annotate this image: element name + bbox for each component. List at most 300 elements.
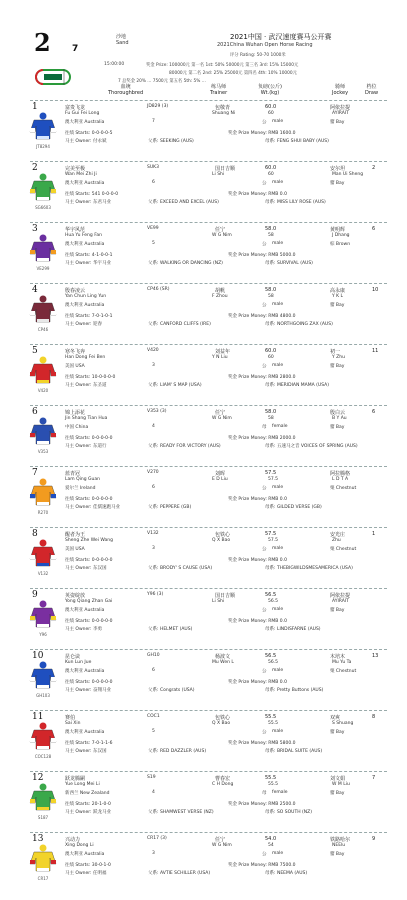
jockey-en: AYIRAIT [332, 111, 349, 116]
silk-sleeve-right [51, 860, 56, 864]
horse-id: GH10 [147, 653, 160, 658]
horse-record: 往绩 Starts: 0-0-0-0-0 [65, 558, 113, 563]
prize-money: 奖金 Prize Money: RMB 4800.0 [228, 314, 296, 319]
silk-cap [40, 662, 47, 669]
horse-country: 澳大利亚 Australia [65, 608, 105, 613]
horse-age: 3 [152, 851, 155, 856]
horse-id: V270 [147, 470, 159, 475]
horse-country: 美国 USA [65, 547, 85, 552]
sire: 父系: RED DAZZLER (AUS) [148, 749, 207, 754]
horse-name-cn[interactable]: 殷春凌云 [65, 288, 86, 294]
horse-age: 6 [152, 485, 155, 490]
horse-name-cn[interactable]: 寒冬飞奔 [65, 349, 86, 355]
silk-pants [37, 441, 49, 444]
horse-country: 澳大利亚 Australia [65, 303, 105, 308]
horse-owner: 马主 Owner: 付永斌 [65, 139, 107, 144]
col-weight-en: Wt.(kg) [260, 90, 280, 96]
silk-pants [37, 502, 49, 505]
draw-number: 11 [372, 348, 379, 354]
horse-id: V420 [147, 348, 159, 353]
jockey-silks-icon [28, 844, 58, 874]
horse-record: 往绩 Starts: 0-0-0-0-0 [65, 680, 113, 685]
sex-cn: 公 [262, 547, 267, 552]
surface-en: Sand [116, 40, 129, 46]
weight-en: 56.5 [268, 660, 279, 665]
race-title: 2021中国 · 武汉速度赛马公开赛 [230, 33, 332, 41]
silk-cap [40, 174, 47, 181]
sex-en: male [272, 241, 284, 246]
silk-cap [40, 540, 47, 547]
col-horse [108, 84, 143, 96]
horse-record: 往绩 Starts: 7-0-1-0-1 [65, 314, 113, 319]
saddle-number: 10 [32, 651, 44, 661]
silk-cap [40, 845, 47, 852]
jockey-en: Mu Yu Ta [332, 660, 352, 665]
saddle-number: 7 [32, 468, 38, 478]
horse-record: 往绩 Starts: 10-0-0-0-0 [65, 375, 116, 380]
sex-en: male [272, 546, 284, 551]
trainer-en: Mu Wen L [212, 660, 234, 665]
silk-pants [37, 319, 49, 322]
prize-money: 奖金 Prize Money: RMB 2000.0 [228, 436, 296, 441]
silk-sleeve-right [51, 494, 56, 498]
draw-number: 6 [372, 226, 376, 232]
horse-record: 往绩 Starts: 0-0-0-0-0 [65, 436, 113, 441]
draw-number: 1 [372, 531, 376, 537]
dam: 母系: 五速马之音 VOICES OF SPRING (AUS) [265, 444, 358, 449]
weight-en: 60 [268, 111, 274, 116]
entry-divider [30, 832, 387, 833]
silk-cap [40, 601, 47, 608]
horse-age: 3 [152, 363, 155, 368]
jockey-silks-icon [28, 112, 58, 142]
jockey-silks-icon [28, 417, 58, 447]
horse-name-en: Yue Long Mei Li [65, 782, 100, 787]
horse-name-en: Sai Xin [65, 721, 81, 726]
weight: 54.0 [265, 836, 277, 842]
jockey-en: AYIRAIT [332, 599, 349, 604]
dam: 母系: NORTHGOING ZAX (AUS) [265, 322, 333, 327]
trainer-en: Q X Bao [212, 721, 231, 726]
col-weight-cn: 负磅(公斤) [258, 84, 282, 90]
col-jockey [332, 84, 348, 96]
weight-en: 60 [268, 172, 274, 177]
sex-cn: 母 [262, 791, 267, 796]
saddle-number: 6 [32, 407, 38, 417]
horse-id: SUK3 [147, 165, 159, 170]
horse-owner: 马主 Owner: 佳儒速跑马业 [65, 505, 120, 510]
col-origin-cn: 血统 [120, 84, 131, 90]
runner-entry[interactable] [0, 100, 407, 165]
horse-record: 往绩 Starts: 541 0-0-0-0 [65, 192, 119, 197]
silk-code: R270 [37, 510, 49, 515]
horse-id: VE99 [147, 226, 159, 231]
horse-color: 骝 Bay [330, 608, 345, 613]
sex-en: male [272, 119, 284, 124]
entry-divider [30, 100, 387, 101]
horse-country: 澳大利亚 Australia [65, 730, 105, 735]
weight-en: 58 [268, 294, 274, 299]
silk-sleeve-left [30, 494, 35, 498]
horse-owner: 马主 Owner: 东汉国 [65, 749, 107, 754]
jockey-en: Zhu [332, 538, 341, 543]
horse-record: 往绩 Starts: 0-0-0-0-0 [65, 497, 113, 502]
silk-sleeve-left [30, 616, 35, 620]
silk-code: SG6603 [35, 205, 51, 210]
silk-code: V420 [37, 388, 49, 393]
horse-owner: 马主 Owner: 东君马业 [65, 200, 111, 205]
sire: 父系: PEPPERE (GB) [148, 505, 192, 510]
sex-cn: 公 [262, 364, 267, 369]
silk-cap [40, 723, 47, 730]
sex-cn: 公 [262, 486, 267, 491]
sex-cn: 公 [262, 120, 267, 125]
silk-code: V132 [37, 571, 49, 576]
silk-sleeve-right [51, 372, 56, 376]
race-time: 15:00:00 [104, 62, 125, 67]
horse-country: 澳大利亚 Australia [65, 120, 105, 125]
silk-cap [40, 296, 47, 303]
saddle-number: 13 [32, 834, 44, 844]
horse-color: 骝 Bay [330, 425, 345, 430]
sex-en: female [272, 424, 288, 429]
horse-color: 栗 Chestnut [330, 486, 357, 491]
silk-code: CP46 [37, 327, 49, 332]
saddle-number: 8 [32, 529, 38, 539]
horse-owner: 马主 Owner: 李勇 [65, 627, 102, 632]
silk-sleeve-left [30, 555, 35, 559]
trainer-cn: 包铁心 [215, 715, 231, 721]
horse-name-en: Yan Chun Ling Yun [65, 294, 107, 299]
horse-age: 6 [152, 180, 155, 185]
sire: 父系: AVTIE SCHILLER (USA) [148, 871, 211, 876]
saddle-number: 4 [32, 285, 38, 295]
jockey-cn: 阿依拉提 [330, 593, 351, 599]
sex-cn: 公 [262, 669, 267, 674]
horse-name-en: Wan Mei Zhi Ji [65, 172, 97, 177]
horse-name-cn[interactable]: 英姿绽放 [65, 593, 86, 599]
runner-entry[interactable] [0, 649, 407, 714]
entry-divider [30, 405, 387, 406]
saddle-number: 12 [32, 773, 44, 783]
horse-name-en: Lam Qing Guan [65, 477, 100, 482]
prize-row-3: 7 总奖金 20% ... 7500元 第五名 5th: 5% ... [118, 79, 206, 84]
entry-divider [30, 527, 387, 528]
horse-id: V353 (3) [147, 409, 167, 414]
horse-name-cn[interactable]: 兴动力 [65, 837, 81, 843]
horse-name-cn[interactable]: 锦上添花 [65, 410, 86, 416]
prize-money: 奖金 Prize Money: RMB 2500.0 [228, 802, 296, 807]
silk-code: Y96 [39, 632, 47, 637]
jockey-en: W M Liu [332, 782, 350, 787]
sex-en: male [272, 668, 284, 673]
horse-name-cn[interactable]: 昆仑诀 [65, 654, 81, 660]
runner-entry[interactable] [0, 771, 407, 836]
horse-country: 美国 USA [65, 364, 85, 369]
runner-count: 7 [72, 44, 79, 54]
weight-en: 56.5 [268, 599, 279, 604]
prize-money: 奖金 Prize Money: RMB 7500.0 [228, 863, 296, 868]
jockey-silks-icon [28, 600, 58, 630]
silk-sleeve-right [51, 738, 56, 742]
jockey-cn: 铁路哈尔 [330, 837, 351, 843]
saddle-number: 9 [32, 590, 38, 600]
prize-money: 奖金 Prize Money: RMB 0.0 [228, 497, 287, 502]
entry-divider [30, 222, 387, 223]
silk-code: VE299 [36, 266, 50, 271]
jockey-en: L D T A [332, 477, 349, 482]
weight-en: 54 [268, 843, 274, 848]
silk-sleeve-right [51, 189, 56, 193]
weight: 60.0 [265, 104, 277, 110]
horse-age: 4 [152, 790, 155, 795]
sire: 父系: BRODY' S CAUSE (USA) [148, 566, 213, 571]
horse-country: 中国 China [65, 425, 89, 430]
sex-cn: 母 [262, 425, 267, 430]
horse-name-en: Fu Gui Fei Long [65, 111, 100, 116]
horse-record: 往绩 Starts: 4-1-0-0-1 [65, 253, 113, 258]
track-map-icon [34, 67, 74, 87]
silk-sleeve-right [51, 677, 56, 681]
silk-sleeve-right [51, 555, 56, 559]
horse-name-cn[interactable]: 蓝青冠 [65, 471, 81, 477]
silk-sleeve-left [30, 311, 35, 315]
silk-cap [40, 357, 47, 364]
saddle-number: 11 [32, 712, 44, 722]
weight-en: 60 [268, 355, 274, 360]
silk-sleeve-right [51, 311, 56, 315]
trainer-en: Shuang Ni [212, 111, 236, 116]
jockey-cn: 安光庄 [330, 532, 346, 538]
silk-cap [40, 479, 47, 486]
entry-divider [30, 588, 387, 589]
sex-cn: 公 [262, 852, 267, 857]
jockey-silks-icon [28, 539, 58, 569]
silk-sleeve-left [30, 799, 35, 803]
horse-name-cn[interactable]: 赛伯 [65, 715, 76, 721]
horse-country: 澳大利亚 Australia [65, 852, 105, 857]
runner-entry[interactable] [0, 161, 407, 226]
col-weight [258, 84, 282, 96]
col-draw-cn: 档位 [366, 84, 377, 90]
horse-color: 骝 Bay [330, 181, 345, 186]
jockey-silks-icon [28, 661, 58, 691]
horse-record: 往绩 Starts: 0-0-0-0-0 [65, 619, 113, 624]
draw-number: 6 [372, 409, 376, 415]
runner-entry[interactable] [0, 832, 407, 897]
entry-divider [30, 466, 387, 467]
sex-cn: 公 [262, 730, 267, 735]
silk-code: JT8294 [36, 144, 50, 149]
entry-divider [30, 283, 387, 284]
horse-age: 6 [152, 668, 155, 673]
race-number: 2 [34, 28, 51, 57]
weight: 56.5 [265, 653, 277, 659]
surface-cn: 沙地 [116, 34, 127, 40]
silk-cap [40, 113, 47, 120]
horse-owner: 马主 Owner: 东圣道 [65, 383, 107, 388]
sire: 父系: Congrats (USA) [148, 688, 195, 693]
col-trainer-cn: 练马师 [211, 84, 227, 90]
entry-divider [30, 344, 387, 345]
jockey-cn: 黄明辉 [330, 227, 346, 233]
sex-en: male [272, 302, 284, 307]
horse-name-en: Han Dong Fei Ben [65, 355, 106, 360]
silk-sleeve-left [30, 738, 35, 742]
silk-pants [37, 563, 49, 566]
sire: 父系: WALKING OR DANCING (NZ) [148, 261, 223, 266]
silk-pants [37, 380, 49, 383]
trainer-cn: 包敬青 [215, 105, 231, 111]
jockey-cn: 安尔坦 [330, 166, 346, 172]
trainer-cn: 曹春宏 [215, 776, 231, 782]
horse-id: CR17 (3) [147, 836, 167, 841]
silk-pants [37, 258, 49, 261]
horse-color: 骝 Bay [330, 303, 345, 308]
prize-money: 奖金 Prize Money: RMB 0.0 [228, 619, 287, 624]
horse-age: 7 [152, 119, 155, 124]
weight: 57.5 [265, 470, 277, 476]
horse-name-en: Yong Qiang Zhan Gai [65, 599, 113, 604]
horse-age: 4 [152, 424, 155, 429]
runner-entry[interactable] [0, 344, 407, 409]
sex-en: male [272, 607, 284, 612]
silk-cap [40, 418, 47, 425]
horse-name-cn[interactable]: 华宇风范 [65, 227, 86, 233]
surface-label [116, 33, 129, 46]
trainer-en: Q X Bao [212, 538, 231, 543]
jockey-cn: 刘文娟 [330, 776, 346, 782]
horse-name-en: Hua Yu Feng Fan [65, 233, 102, 238]
silk-code: CR17 [37, 876, 49, 881]
runner-entry[interactable] [0, 588, 407, 653]
sire: 父系: READY FOR VICTORY (AUS) [148, 444, 221, 449]
weight-en: 55.5 [268, 721, 279, 726]
horse-color: 骝 Bay [330, 730, 345, 735]
weight: 60.0 [265, 348, 277, 354]
jockey-cn: 阿拉腾格 [330, 471, 351, 477]
col-draw [365, 84, 378, 96]
draw-number: 2 [372, 165, 376, 171]
silk-sleeve-left [30, 433, 35, 437]
dam: 母系: NEEMA (AUS) [265, 871, 308, 876]
runner-entry[interactable] [0, 527, 407, 592]
weight-en: 57.5 [268, 477, 279, 482]
runner-entry[interactable] [0, 710, 407, 775]
silk-sleeve-left [30, 128, 35, 132]
weight: 58.0 [265, 226, 277, 232]
silk-pants [37, 868, 49, 871]
entry-divider [30, 771, 387, 772]
trainer-cn: 刘晖 [215, 471, 226, 477]
horse-id: JD829 (3) [147, 104, 169, 109]
dam: 母系: THEBIGWILDSMESAMERICA (USA) [265, 566, 353, 571]
draw-number: 8 [372, 714, 376, 720]
silk-sleeve-left [30, 372, 35, 376]
sex-cn: 公 [262, 303, 267, 308]
sire: 父系: LIAM' S MAP (USA) [148, 383, 202, 388]
draw-number: 7 [372, 775, 376, 781]
horse-color: 骝 Bay [330, 120, 345, 125]
runner-entry[interactable] [0, 283, 407, 348]
col-origin-en: Thoroughbred [108, 90, 144, 96]
horse-country: 澳大利亚 Australia [65, 669, 105, 674]
jockey-silks-icon [28, 173, 58, 203]
col-trainer [210, 84, 227, 96]
jockey-cn: 阿依拉提 [330, 105, 351, 111]
saddle-number: 3 [32, 224, 38, 234]
dam: 母系: BRIDAL SUITE (AUS) [265, 749, 323, 754]
silk-sleeve-right [51, 799, 56, 803]
dam: 母系: MERIDIAN MAMA (USA) [265, 383, 329, 388]
trainer-en: W G Nim [212, 233, 232, 238]
trainer-cn: 任宁 [215, 410, 226, 416]
runner-entry[interactable] [0, 222, 407, 287]
dam: 母系: SURVIVAL (AUS) [265, 261, 313, 266]
col-jockey-en: Jockey [332, 90, 349, 96]
horse-name-cn[interactable]: 醒者为王 [65, 532, 86, 538]
jockey-silks-icon [28, 783, 58, 813]
silk-sleeve-left [30, 860, 35, 864]
jockey-en: Y K L [332, 294, 344, 299]
trainer-en: Li Shi [212, 599, 225, 604]
horse-id: Y96 (3) [147, 592, 164, 597]
horse-name-cn[interactable]: 完美至极 [65, 166, 86, 172]
sire: 父系: SEEKING (AUS) [148, 139, 194, 144]
jockey-cn: 殷白云 [330, 410, 346, 416]
horse-color: 栗 Chestnut [330, 547, 357, 552]
weight: 58.0 [265, 287, 277, 293]
weight: 60.0 [265, 165, 277, 171]
jockey-silks-icon [28, 234, 58, 264]
trainer-en: F Zhou [212, 294, 228, 299]
weight: 56.5 [265, 592, 277, 598]
horse-age: 3 [152, 546, 155, 551]
jockey-en: J Dhang [332, 233, 350, 238]
jockey-cn: 双爽 [330, 715, 341, 721]
weight: 58.0 [265, 409, 277, 415]
horse-name-cn[interactable]: 富贵飞龙 [65, 105, 86, 111]
sire: 父系: EXCEED AND EXCEL (AUS) [148, 200, 219, 205]
silk-code: S187 [37, 815, 49, 820]
trainer-en: C H Dong [212, 782, 234, 787]
trainer-cn: 包铁心 [215, 532, 231, 538]
saddle-number: 5 [32, 346, 38, 356]
horse-name-en: Jin Shang Tian Hua [65, 416, 108, 421]
sex-cn: 公 [262, 242, 267, 247]
dam: 母系: SO SOUTH (NZ) [265, 810, 312, 815]
dam: 母系: Pretty Buttons (AUS) [265, 688, 324, 693]
jockey-cn: 木培木 [330, 654, 346, 660]
horse-name-cn[interactable]: 跃龙腾嗣 [65, 776, 86, 782]
silk-pants [37, 197, 49, 200]
runner-entry[interactable] [0, 405, 407, 470]
sex-cn: 公 [262, 608, 267, 613]
jockey-cn: 初一 [330, 349, 341, 355]
prize-money: 奖金 Prize Money: RMB 0.0 [228, 558, 287, 563]
runner-entry[interactable] [0, 466, 407, 531]
prize-row-2: 80000元 第二名 2nd: 25% 25000元 第四名 4th: 10% 10000元 [169, 71, 297, 76]
sex-en: female [272, 790, 288, 795]
trainer-cn: 国日吉顺 [215, 593, 236, 599]
silk-cap [40, 784, 47, 791]
horse-record: 往绩 Starts: 30-0-1-0 [65, 863, 111, 868]
prize-money: 奖金 Prize Money: RMB 5000.0 [228, 253, 296, 258]
silk-sleeve-right [51, 128, 56, 132]
dam: 母系: LINDISFARNE (AUS) [265, 627, 321, 632]
jockey-silks-icon [28, 722, 58, 752]
jockey-silks-icon [28, 478, 58, 508]
